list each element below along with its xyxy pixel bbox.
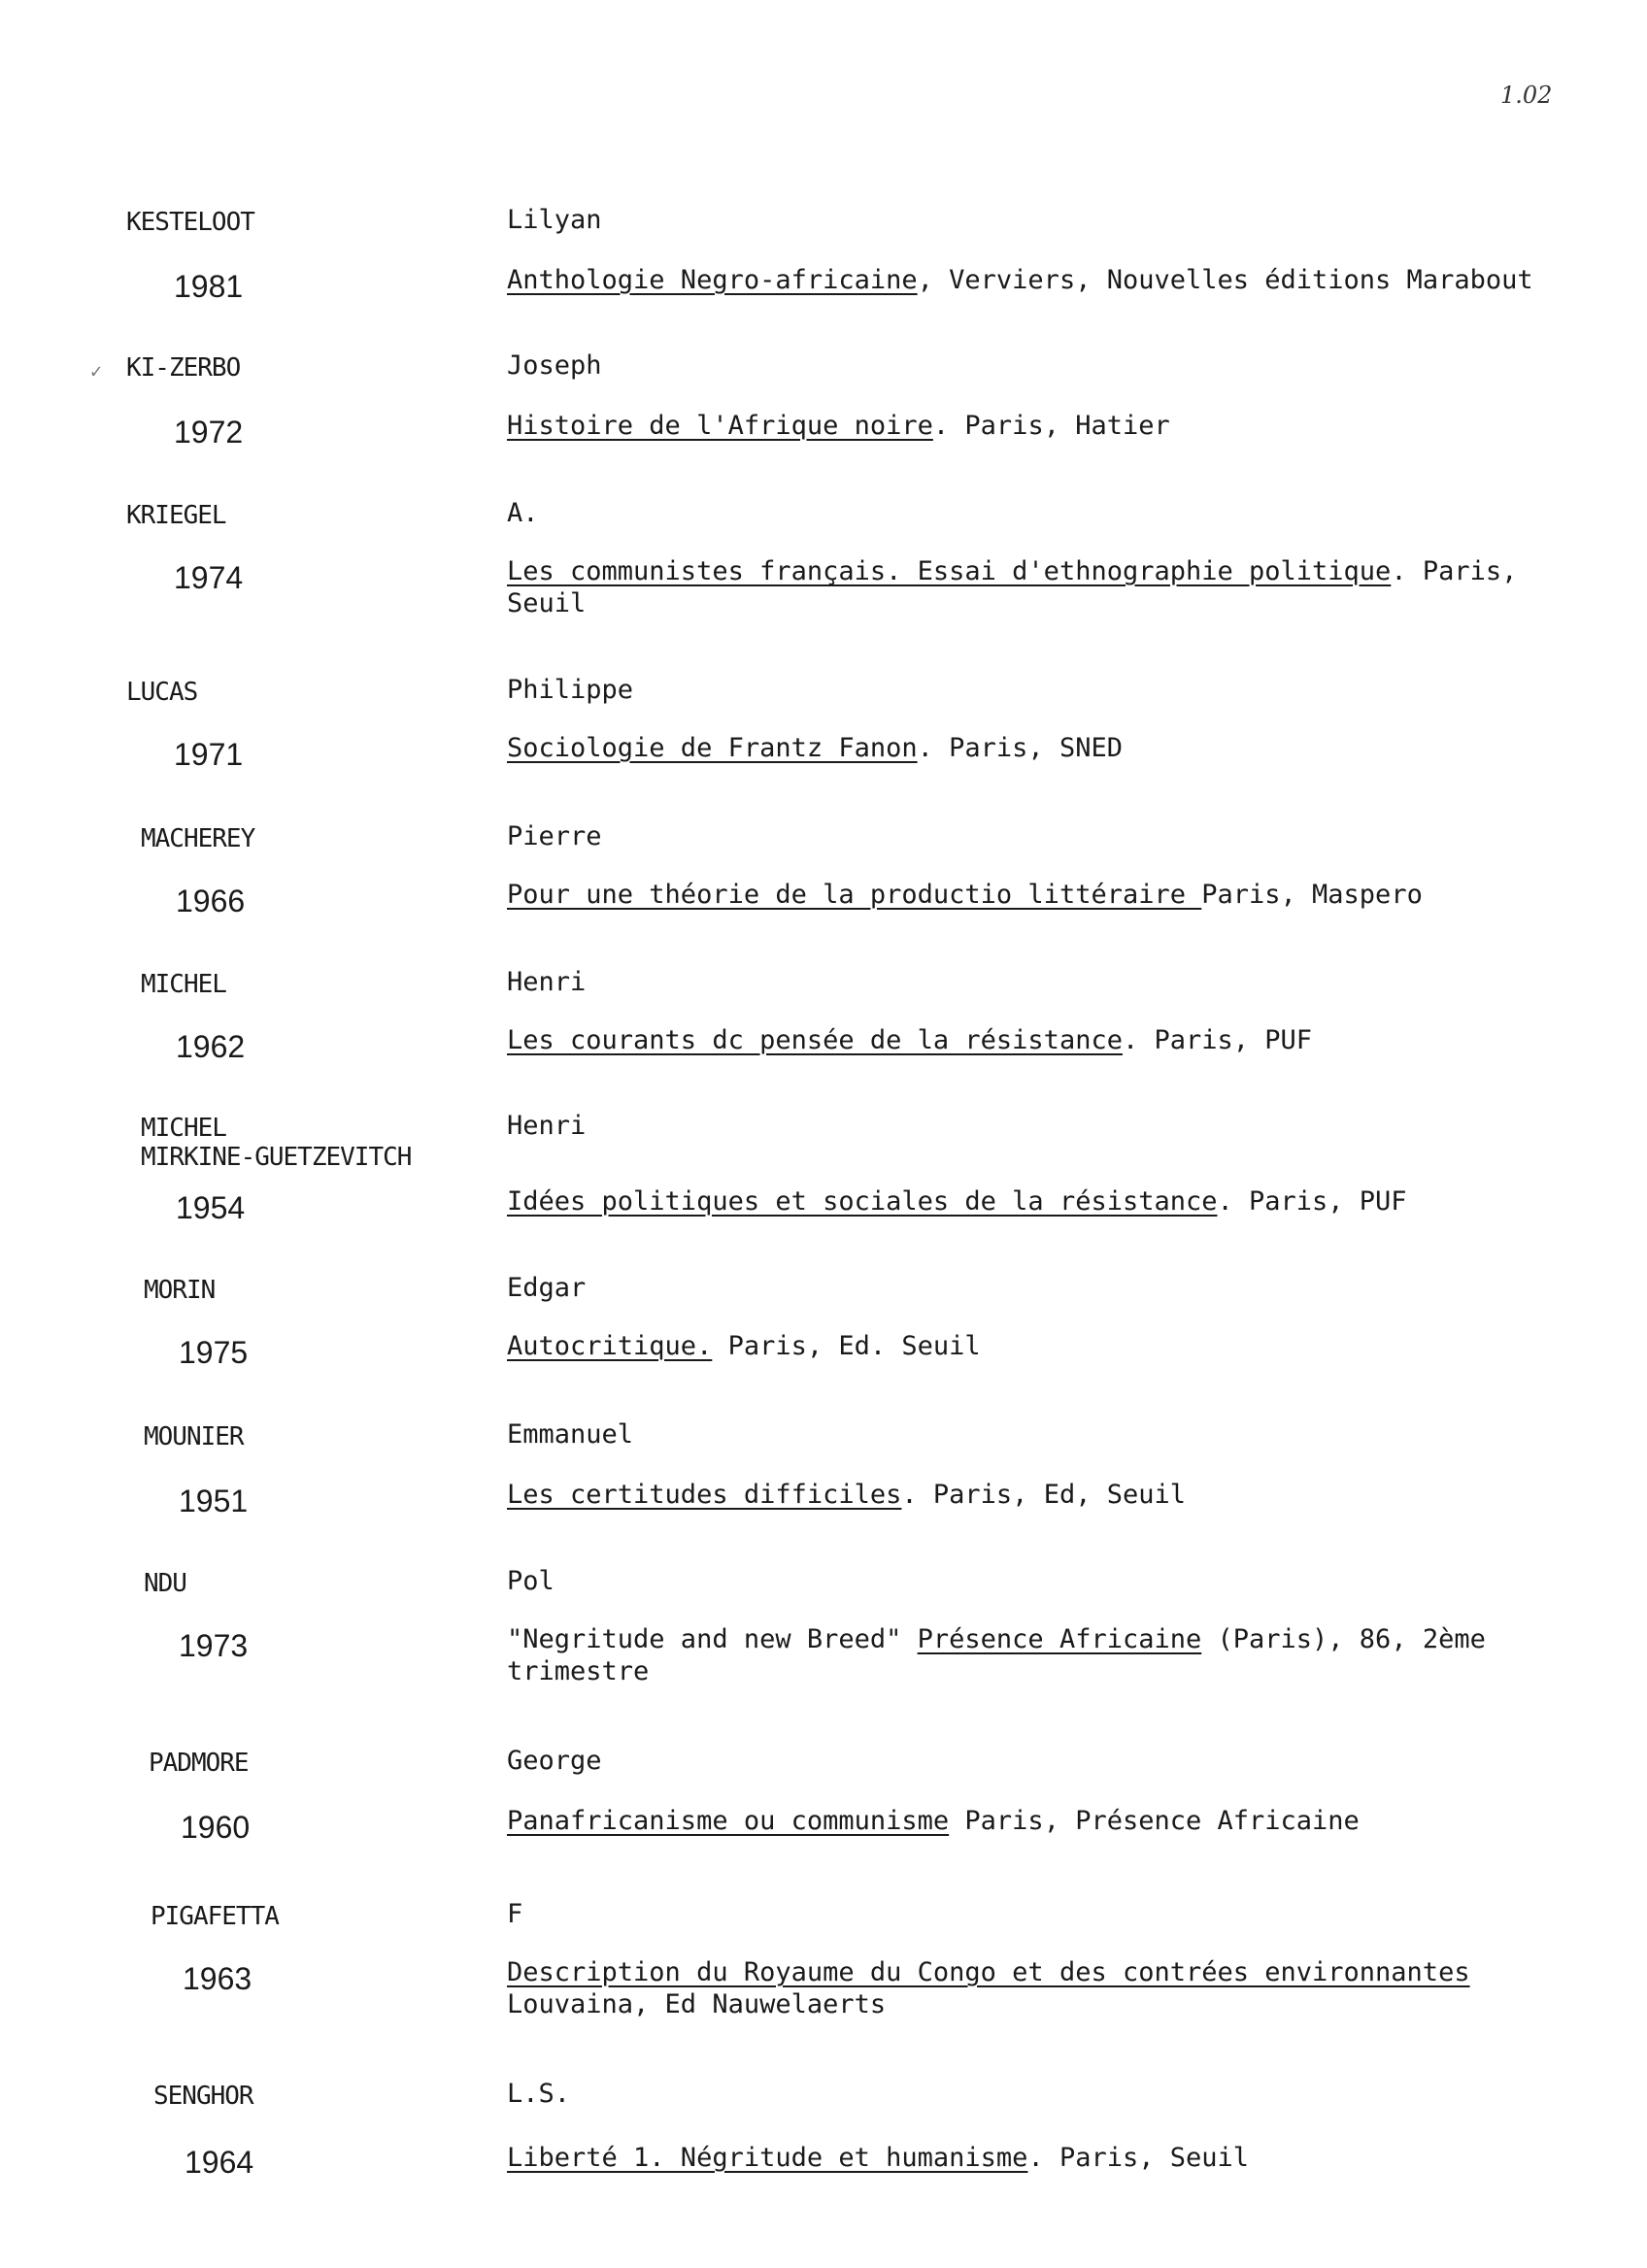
reference-details: (Paris), 86, 2ème trimestre — [507, 1624, 1486, 1686]
publication-year: 1964 — [185, 2145, 254, 2180]
reference-details: . Paris, Hatier — [932, 411, 1170, 441]
reference-text — [507, 555, 1604, 619]
publication-year: 1981 — [174, 269, 244, 304]
author-firstname: Henri — [507, 967, 587, 997]
reference-text — [507, 1956, 1604, 2020]
author-firstname: A. — [507, 498, 539, 528]
publication-year: 1974 — [174, 560, 244, 595]
check-mark-icon: ✓ — [90, 359, 103, 383]
reference-details: . Paris, Seuil — [507, 556, 1518, 618]
reference-text — [507, 2142, 1604, 2174]
author-surname: KESTELOOT — [126, 208, 254, 237]
reference-text — [507, 1330, 1604, 1362]
reference-text — [507, 1623, 1604, 1687]
publication-year: 1972 — [174, 415, 244, 450]
author-firstname: Pol — [507, 1566, 555, 1596]
publication-year: 1960 — [181, 1810, 251, 1845]
reference-title: Histoire de l'Afrique noire — [507, 411, 933, 441]
author-firstname: Joseph — [507, 350, 602, 381]
reference-text — [507, 410, 1604, 442]
reference-title: Description du Royaume du Congo et des contrées environnantes — [507, 1957, 1470, 1987]
reference-title: Pour une théorie de la productio littéraire — [507, 880, 1202, 910]
author-firstname: George — [507, 1746, 602, 1776]
author-firstname: Henri — [507, 1111, 587, 1141]
author-surname: PIGAFETTA — [151, 1902, 279, 1931]
reference-title: Autocritique. — [507, 1331, 713, 1361]
author-surname: MICHEL — [141, 970, 226, 999]
reference-text — [507, 1024, 1604, 1056]
author-firstname: Emmanuel — [507, 1419, 634, 1450]
publication-year: 1954 — [176, 1190, 246, 1225]
reference-details: . Paris, PUF — [1217, 1186, 1407, 1217]
author-firstname: F — [507, 1899, 523, 1929]
reference-title: Les communistes français. Essai d'ethnographie politique — [507, 556, 1392, 586]
author-surname: PADMORE — [149, 1749, 249, 1778]
publication-year: 1973 — [179, 1628, 249, 1663]
reference-title: Les courants dc pensée de la résistance — [507, 1025, 1123, 1055]
author-firstname: Philippe — [507, 675, 634, 705]
publication-year: 1966 — [176, 884, 246, 918]
author-surname: MICHEL MIRKINE-GUETZEVITCH — [141, 1114, 412, 1172]
reference-title: Liberté 1. Négritude et humanisme — [507, 2143, 1028, 2173]
reference-text — [507, 1805, 1604, 1837]
reference-details: Paris, Maspero — [1201, 880, 1423, 910]
author-surname: KRIEGEL — [126, 501, 226, 530]
reference-text — [507, 1479, 1604, 1511]
author-surname: MORIN — [144, 1276, 216, 1305]
reference-details: . Paris, PUF — [1122, 1025, 1313, 1055]
reference-details: Paris, Présence Africaine — [949, 1806, 1360, 1836]
reference-details: Paris, Ed. Seuil — [712, 1331, 981, 1361]
author-firstname: Edgar — [507, 1273, 587, 1303]
reference-details: . Paris, Ed, Seuil — [901, 1480, 1186, 1510]
publication-year: 1951 — [179, 1484, 249, 1518]
reference-details: Louvaina, Ed Nauwelaerts — [507, 1989, 887, 2019]
author-firstname: Lilyan — [507, 205, 602, 235]
reference-text — [507, 879, 1604, 911]
author-surname: MOUNIER — [144, 1422, 244, 1451]
publication-year: 1975 — [179, 1335, 249, 1370]
publication-year: 1963 — [183, 1961, 252, 1996]
reference-details: . Paris, Seuil — [1027, 2143, 1250, 2173]
author-surname: KI-ZERBO — [126, 353, 241, 383]
publication-year: 1971 — [174, 737, 244, 772]
reference-title: Anthologie Negro-africaine — [507, 265, 918, 295]
author-surname: NDU — [144, 1569, 186, 1598]
reference-text — [507, 264, 1604, 296]
author-surname: MACHEREY — [141, 824, 255, 853]
reference-text — [507, 1185, 1604, 1217]
reference-title: Idées politiques et sociales de la résistance — [507, 1186, 1218, 1217]
author-firstname: Pierre — [507, 821, 602, 851]
publication-year: 1962 — [176, 1029, 246, 1064]
reference-title: Les certitudes difficiles — [507, 1480, 902, 1510]
reference-details: . Paris, SNED — [917, 733, 1123, 763]
reference-title: Sociologie de Frantz Fanon — [507, 733, 918, 763]
author-surname: LUCAS — [126, 678, 198, 707]
page-number: 1.02 — [1500, 82, 1553, 109]
reference-title: Présence Africaine — [917, 1624, 1202, 1654]
author-firstname: L.S. — [507, 2079, 571, 2109]
reference-text — [507, 732, 1604, 764]
reference-details: , Verviers, Nouvelles éditions Marabout — [917, 265, 1533, 295]
author-surname: SENGHOR — [153, 2082, 253, 2111]
reference-prefix: "Negritude and new Breed" — [507, 1624, 918, 1654]
reference-title: Panafricanisme ou communisme — [507, 1806, 950, 1836]
